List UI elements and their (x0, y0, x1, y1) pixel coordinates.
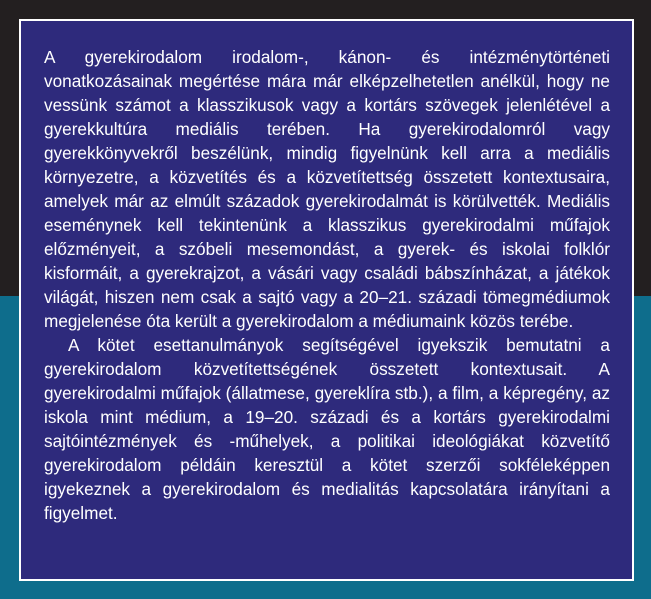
paragraph-1: A gyerekirodalom irodalom-, kánon- és intézménytörténeti vonatkozásainak megértése mára már elképzelhetetlen anélkül, hogy ne vessünk számot a klasszikusok vagy a kortárs szövegek jelenlétével a gyerekkultúra mediális terében. Ha gyerekirodalomról vagy gyerekkönyvekről beszélünk, mindig figyelnünk kell arra a mediális környezetre, a közvetítés és a közvetítettség összetett kontextusaira, amelyek már az elmúlt századok gyerekirodalmát is körülvették. Mediális eseménynek kell tekintenünk a klasszikus gyerekirodalmi műfajok előzményeit, a szóbeli mesemondást, a gyerek- és iskolai folklór kisformáit, a gyerekrajzot, a vásári vagy családi bábszínházat, a játékok világát, hiszen nem csak a sajtó vagy a 20–21. századi tömegmédiumok megjelenése óta került a gyerekirodalom a médiumaink közös terébe. (44, 47, 610, 331)
paragraph-2: A kötet esettanulmányok segítségével igyekszik bemutatni a gyerekirodalom közvetítettségének összetett kontextusait. A gyerekirodalmi műfajok (állatmese, gyereklíra stb.), a film, a képregény, az iskola mint médium, a 19–20. századi és a kortárs gyerekirodalmi sajtóintézmények és -műhelyek, a politikai ideológiákat közvetítő gyerekirodalom példáin keresztül a kötet szerzői sokféleképpen igyekeznek a gyerekirodalom és medialitás kapcsolatára irányítani a figyelmet. (44, 335, 610, 523)
text-panel (19, 19, 634, 581)
